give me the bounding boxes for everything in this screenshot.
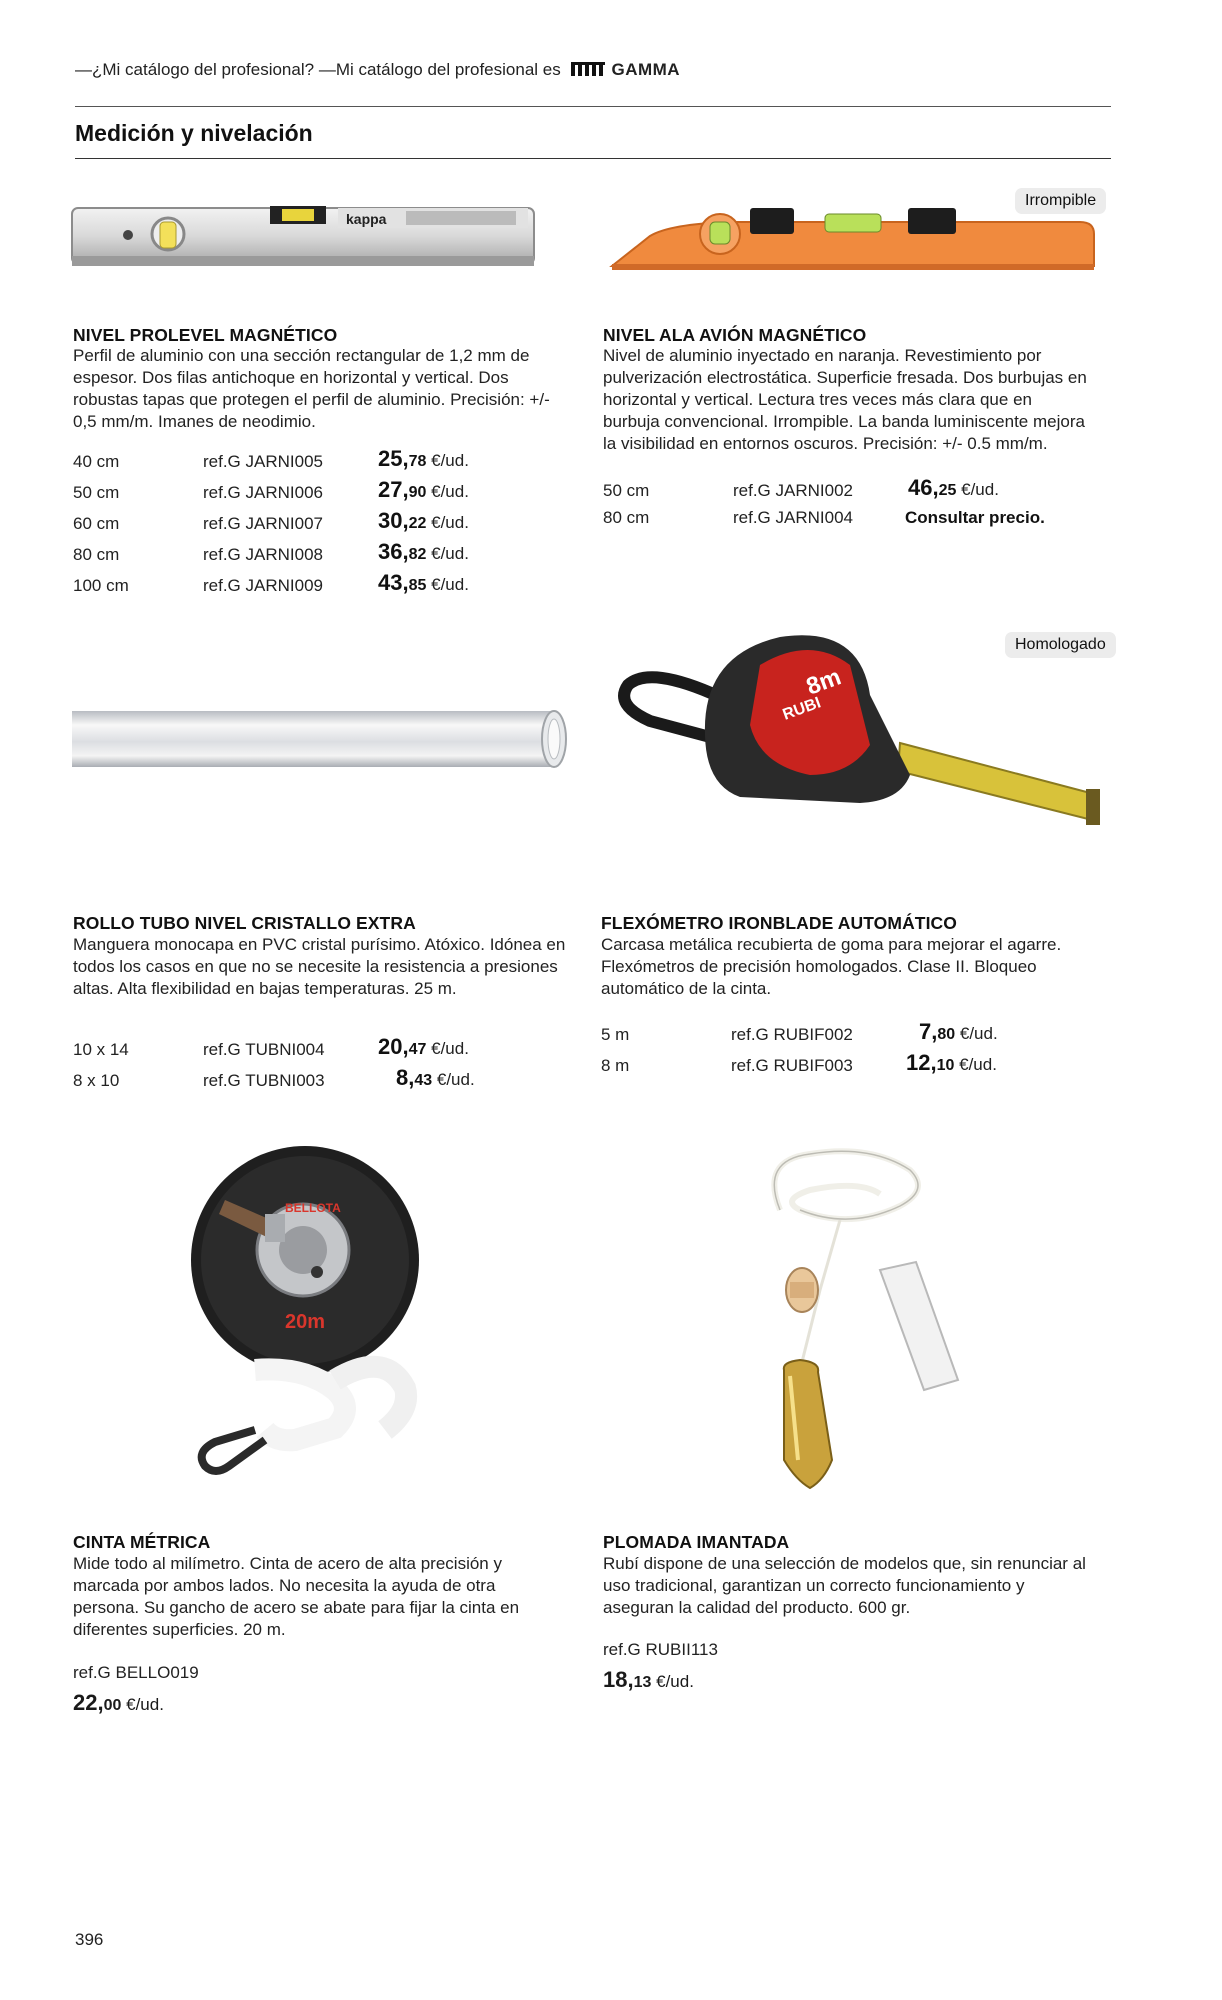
- price: 30,22 €/ud.: [378, 508, 469, 533]
- price-row: [73, 570, 513, 606]
- reference: ref.G JARNI002: [733, 481, 853, 500]
- price: 7,80 €/ud.: [919, 1019, 998, 1044]
- price-row: [603, 475, 1063, 511]
- reference: ref.G JARNI007: [203, 514, 323, 533]
- tape-measure-image: [610, 625, 1110, 855]
- size-label: 10 x 14: [73, 1040, 129, 1059]
- prolevel-level-image: [70, 200, 540, 276]
- product-title: NIVEL ALA AVIÓN MAGNÉTICO: [603, 325, 867, 345]
- size-label: 5 m: [601, 1025, 630, 1044]
- reference: ref.G JARNI005: [203, 452, 323, 471]
- size-label: 50 cm: [603, 481, 650, 500]
- tape-size-label: 8m: [802, 663, 845, 701]
- bellota-label: BELLOTA: [285, 1201, 341, 1215]
- reference: ref.G JARNI006: [203, 483, 323, 502]
- breadcrumb-part-2: —Mi catálogo del profesional es: [318, 60, 561, 79]
- reference: ref.G BELLO019: [73, 1663, 199, 1682]
- product-description: Manguera monocapa en PVC cristal purísimo. Atóxico. Idónea en todos los casos en que no se necesite la resistencia a presiones altas. Alta flexibilidad en bajas temperaturas. 25 m.: [73, 935, 566, 998]
- consult-price: Consultar precio.: [905, 508, 1045, 527]
- price: 25,78 €/ud.: [378, 446, 469, 471]
- size-label: 8 x 10: [73, 1071, 120, 1090]
- price: 18,13 €/ud.: [603, 1667, 694, 1692]
- product-title: FLEXÓMETRO IRONBLADE AUTOMÁTICO: [601, 913, 958, 933]
- reference: ref.G TUBNI004: [203, 1040, 325, 1059]
- reference: ref.G RUBIF003: [731, 1056, 853, 1075]
- tube-image: [72, 705, 572, 775]
- product-description: Rubí dispone de una selección de modelos que, sin renunciar al uso tradicional, garantizan un correcto funcionamiento y aseguran la calidad del producto. 600 gr.: [603, 1554, 1086, 1617]
- irrompible-badge: Irrompible: [1015, 188, 1106, 214]
- size-label: 8 m: [601, 1056, 630, 1075]
- price: 46,25 €/ud.: [908, 475, 999, 500]
- product-title: NIVEL PROLEVEL MAGNÉTICO: [73, 325, 338, 345]
- header-breadcrumb: [75, 60, 680, 80]
- size-label: 60 cm: [73, 514, 120, 533]
- plumb-bob-image: [720, 1140, 1000, 1500]
- gamma-logo-icon: [571, 62, 605, 76]
- price-row: [601, 1050, 1061, 1086]
- price: 8,43 €/ud.: [396, 1065, 475, 1090]
- section-title: Medición y nivelación: [75, 120, 313, 146]
- reference: ref.G RUBII113: [603, 1640, 718, 1659]
- breadcrumb-part-1: —¿Mi catálogo del profesional?: [75, 60, 315, 79]
- header-divider: [75, 106, 1111, 107]
- reference: ref.G RUBIF002: [731, 1025, 853, 1044]
- kappa-label: kappa: [346, 211, 387, 227]
- price: 27,90 €/ud.: [378, 477, 469, 502]
- size-label: 40 cm: [73, 452, 120, 471]
- reel-size-label: 20m: [285, 1311, 326, 1333]
- measuring-tape-reel-image: [185, 1140, 445, 1480]
- section-divider: [75, 158, 1111, 159]
- size-label: 100 cm: [73, 576, 129, 595]
- rubi-label: RUBI: [780, 694, 824, 724]
- product-description: Mide todo al milímetro. Cinta de acero de alta precisión y marcada por ambos lados. No necesita la ayuda de otra persona. Su gancho de acero se abate para fijar la cinta en diferentes superficies. 20 m.: [73, 1554, 520, 1639]
- size-label: 80 cm: [73, 545, 120, 564]
- product-title: CINTA MÉTRICA: [73, 1532, 211, 1552]
- product-description: Carcasa metálica recubierta de goma para mejorar el agarre. Flexómetros de precisión homologados. Clase II. Bloqueo automático de la cinta.: [601, 935, 1062, 998]
- product-title: PLOMADA IMANTADA: [603, 1532, 790, 1552]
- product-description: Perfil de aluminio con una sección rectangular de 1,2 mm de espesor. Dos filas antichoque en horizontal y vertical. Dos robustas tapas que protegen el perfil de aluminio. Precisión: +/- 0,5 mm/m. Imanes de neodimio.: [73, 346, 550, 431]
- price: 43,85 €/ud.: [378, 570, 469, 595]
- size-label: 50 cm: [73, 483, 120, 502]
- product-title: ROLLO TUBO NIVEL CRISTALLO EXTRA: [73, 913, 416, 933]
- page-number: 396: [75, 1930, 104, 1949]
- reference: ref.G TUBNI003: [203, 1071, 325, 1090]
- product-description: Nivel de aluminio inyectado en naranja. Revestimiento por pulverización electrostática. Superficie fresada. Dos burbujas en horizontal y vertical. Lectura tres veces más clara que en burbuja convencional. Irrompible. La banda luminiscente mejora la visibilidad en entornos oscuros. Precisión: +/- 0.5 mm/m.: [603, 346, 1087, 453]
- brand-name: GAMMA: [611, 60, 681, 79]
- price-row: [603, 508, 1063, 538]
- price-row: [73, 1065, 513, 1101]
- reference: ref.G JARNI008: [203, 545, 323, 564]
- price: 12,10 €/ud.: [906, 1050, 997, 1075]
- size-label: 80 cm: [603, 508, 650, 527]
- torpedo-level-image: [610, 200, 1100, 280]
- price: 20,47 €/ud.: [378, 1034, 469, 1059]
- homologado-badge: Homologado: [1005, 632, 1116, 658]
- price: 22,00 €/ud.: [73, 1690, 164, 1715]
- price: 36,82 €/ud.: [378, 539, 469, 564]
- reference: ref.G JARNI009: [203, 576, 323, 595]
- reference: ref.G JARNI004: [733, 508, 853, 527]
